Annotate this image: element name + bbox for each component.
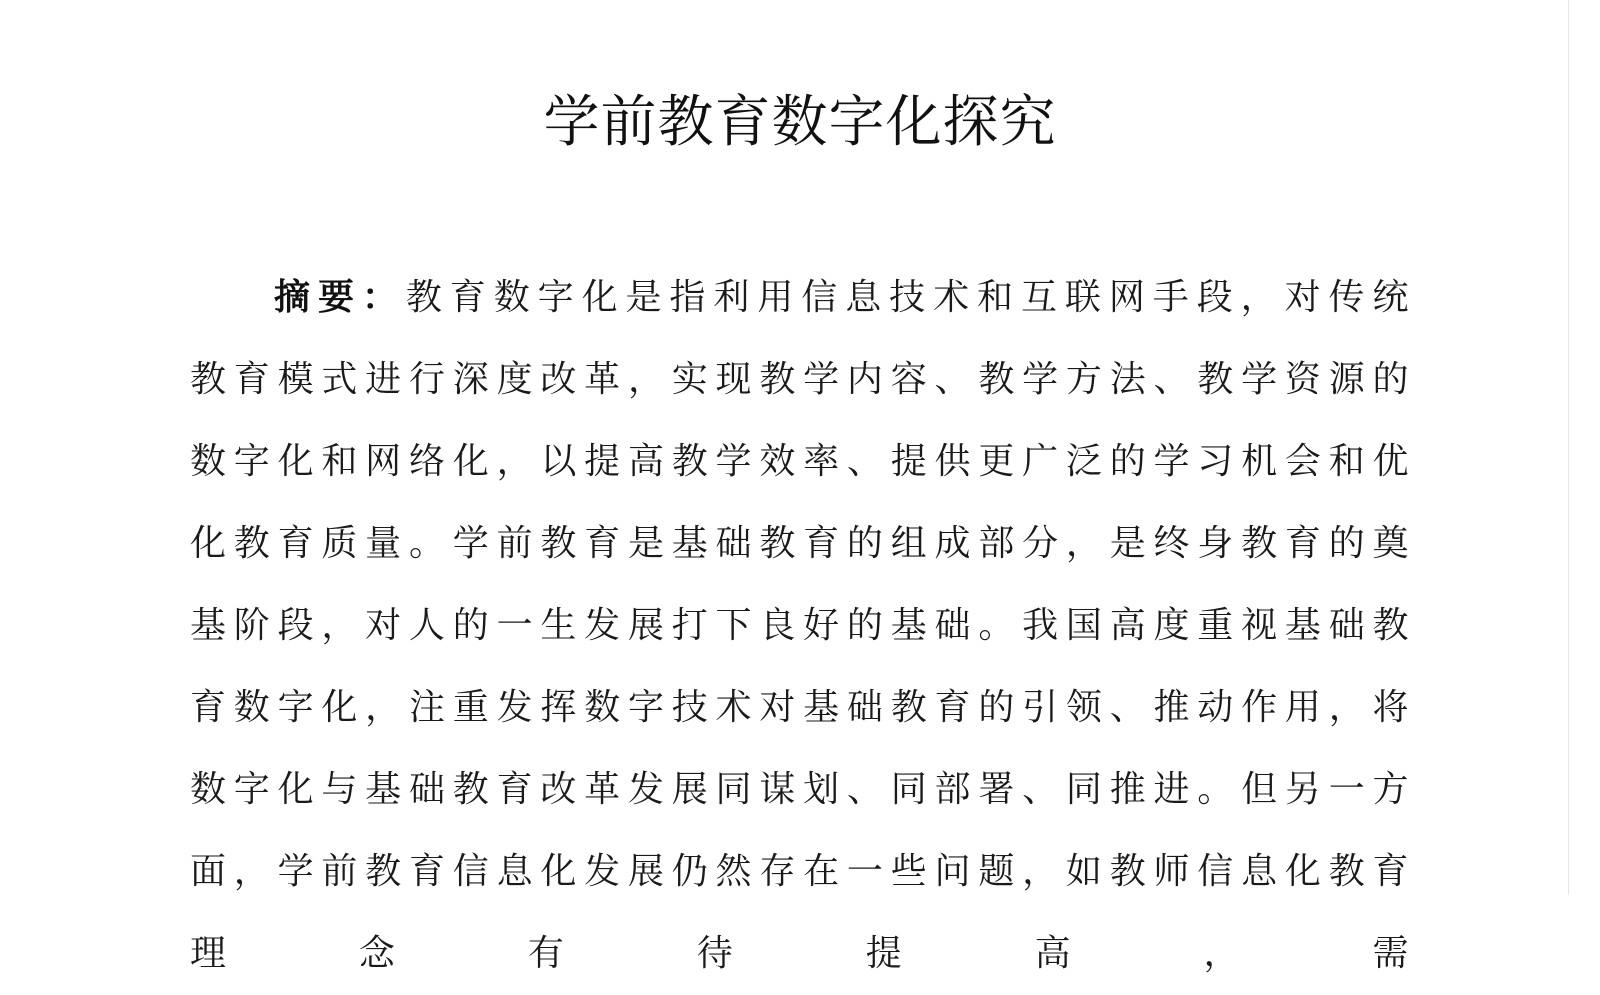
abstract-text: 教育数字化是指利用信息技术和互联网手段，对传统教育模式进行深度改革，实现教学内容、教学方法、教学资源的数字化和网络化，以提高教学效率、提供更广泛的学习机会和优化教育质量。学前教育是基础教育的组成部分，是终身教育的奠基阶段，对人的一生发展打下良好的基础。我国高度重视基础教育数字化，注重发挥数字技术对基础教育的引领、推动作用，将数字化与基础教育改革发展同谋划、同部署、同推进。但另一方面，学前教育信息化发展仍然存在一些问题，如教师信息化教育理念有待提高，需: [190, 277, 1415, 974]
document-title: 学前教育数字化探究: [543, 90, 1057, 155]
vertical-scrollbar[interactable]: [1568, 0, 1592, 895]
abstract-paragraph: [190, 256, 1415, 995]
abstract-label: 摘要：: [274, 276, 406, 318]
